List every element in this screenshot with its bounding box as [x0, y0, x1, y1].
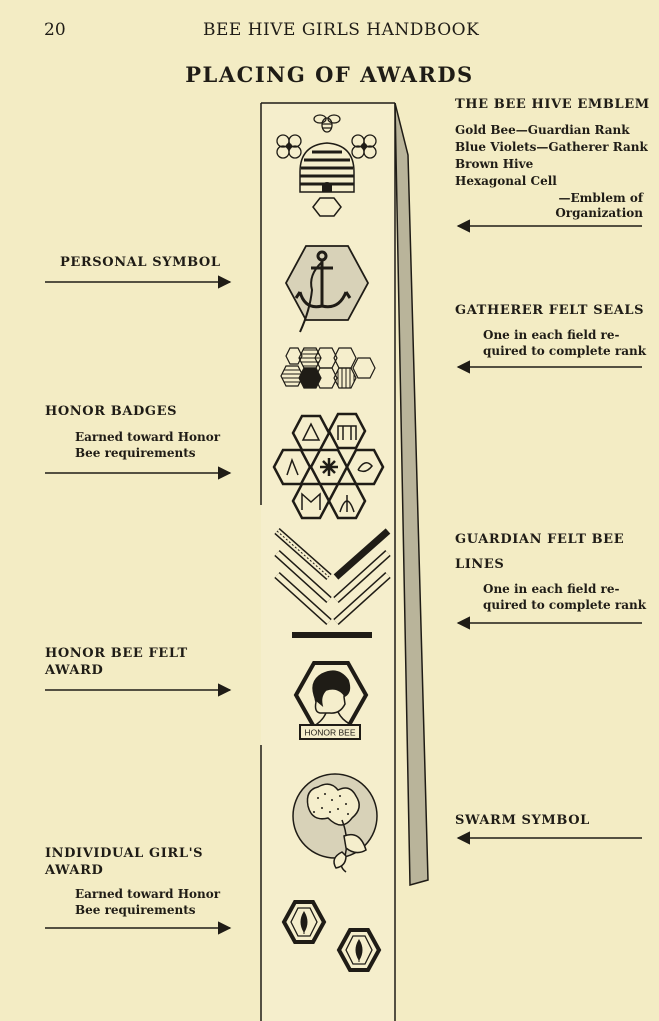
emblem-line-2: Blue Violets—Gatherer Rank: [455, 140, 648, 154]
guardian-lines-line-2: quired to complete rank: [483, 598, 647, 612]
individual-award-heading-2: AWARD: [45, 863, 104, 878]
page-title: PLACING OF AWARDS: [185, 62, 474, 87]
honor-badge: [347, 450, 383, 484]
brown-hive-icon: [300, 143, 354, 192]
gatherer-seals-line-1: One in each field re-: [483, 328, 620, 342]
honor-bee-award-badge: [296, 663, 366, 739]
honor-badges-line-2: Bee requirements: [75, 446, 196, 460]
swarm-symbol-heading: SWARM SYMBOL: [455, 813, 590, 828]
individual-award-heading-1: INDIVIDUAL GIRL'S: [45, 846, 204, 861]
gatherer-seals-heading: GATHERER FELT SEALS: [455, 303, 645, 318]
bee-line-bar: [292, 632, 372, 638]
guardian-lines-line-1: One in each field re-: [483, 582, 620, 596]
gatherer-seals-line-2: quired to complete rank: [483, 344, 647, 358]
personal-symbol-heading: PERSONAL SYMBOL: [60, 255, 221, 270]
guardian-lines-heading-2: LINES: [455, 557, 505, 572]
honor-badge: [274, 450, 310, 484]
emblem-line-3: Brown Hive: [455, 157, 534, 171]
honor-bee-award-heading-1: HONOR BEE FELT: [45, 646, 188, 661]
honor-badges-heading: HONOR BADGES: [45, 404, 178, 419]
individual-award-badge: [339, 930, 379, 970]
honor-badge: [293, 416, 329, 450]
emblem-note-1: —Emblem of: [558, 191, 643, 205]
emblem-line-1: Gold Bee—Guardian Rank: [455, 123, 630, 137]
emblem-note-2: Organization: [555, 206, 643, 220]
running-head: BEE HIVE GIRLS HANDBOOK: [203, 20, 480, 40]
page-number: 20: [44, 20, 66, 40]
honor-badges-line-1: Earned toward Honor: [75, 430, 221, 444]
emblem-line-4: Hexagonal Cell: [455, 174, 557, 188]
emblem-heading: THE BEE HIVE EMBLEM: [455, 97, 650, 112]
individual-award-line-1: Earned toward Honor: [75, 887, 221, 901]
honor-bee-award-heading-2: AWARD: [45, 663, 104, 678]
individual-award-badge: [284, 902, 324, 942]
guardian-lines-heading-1: GUARDIAN FELT BEE: [455, 532, 625, 547]
honor-bee-plaque-text: HONOR BEE: [304, 727, 356, 738]
honor-badge: [329, 414, 365, 448]
individual-award-line-2: Bee requirements: [75, 903, 196, 917]
